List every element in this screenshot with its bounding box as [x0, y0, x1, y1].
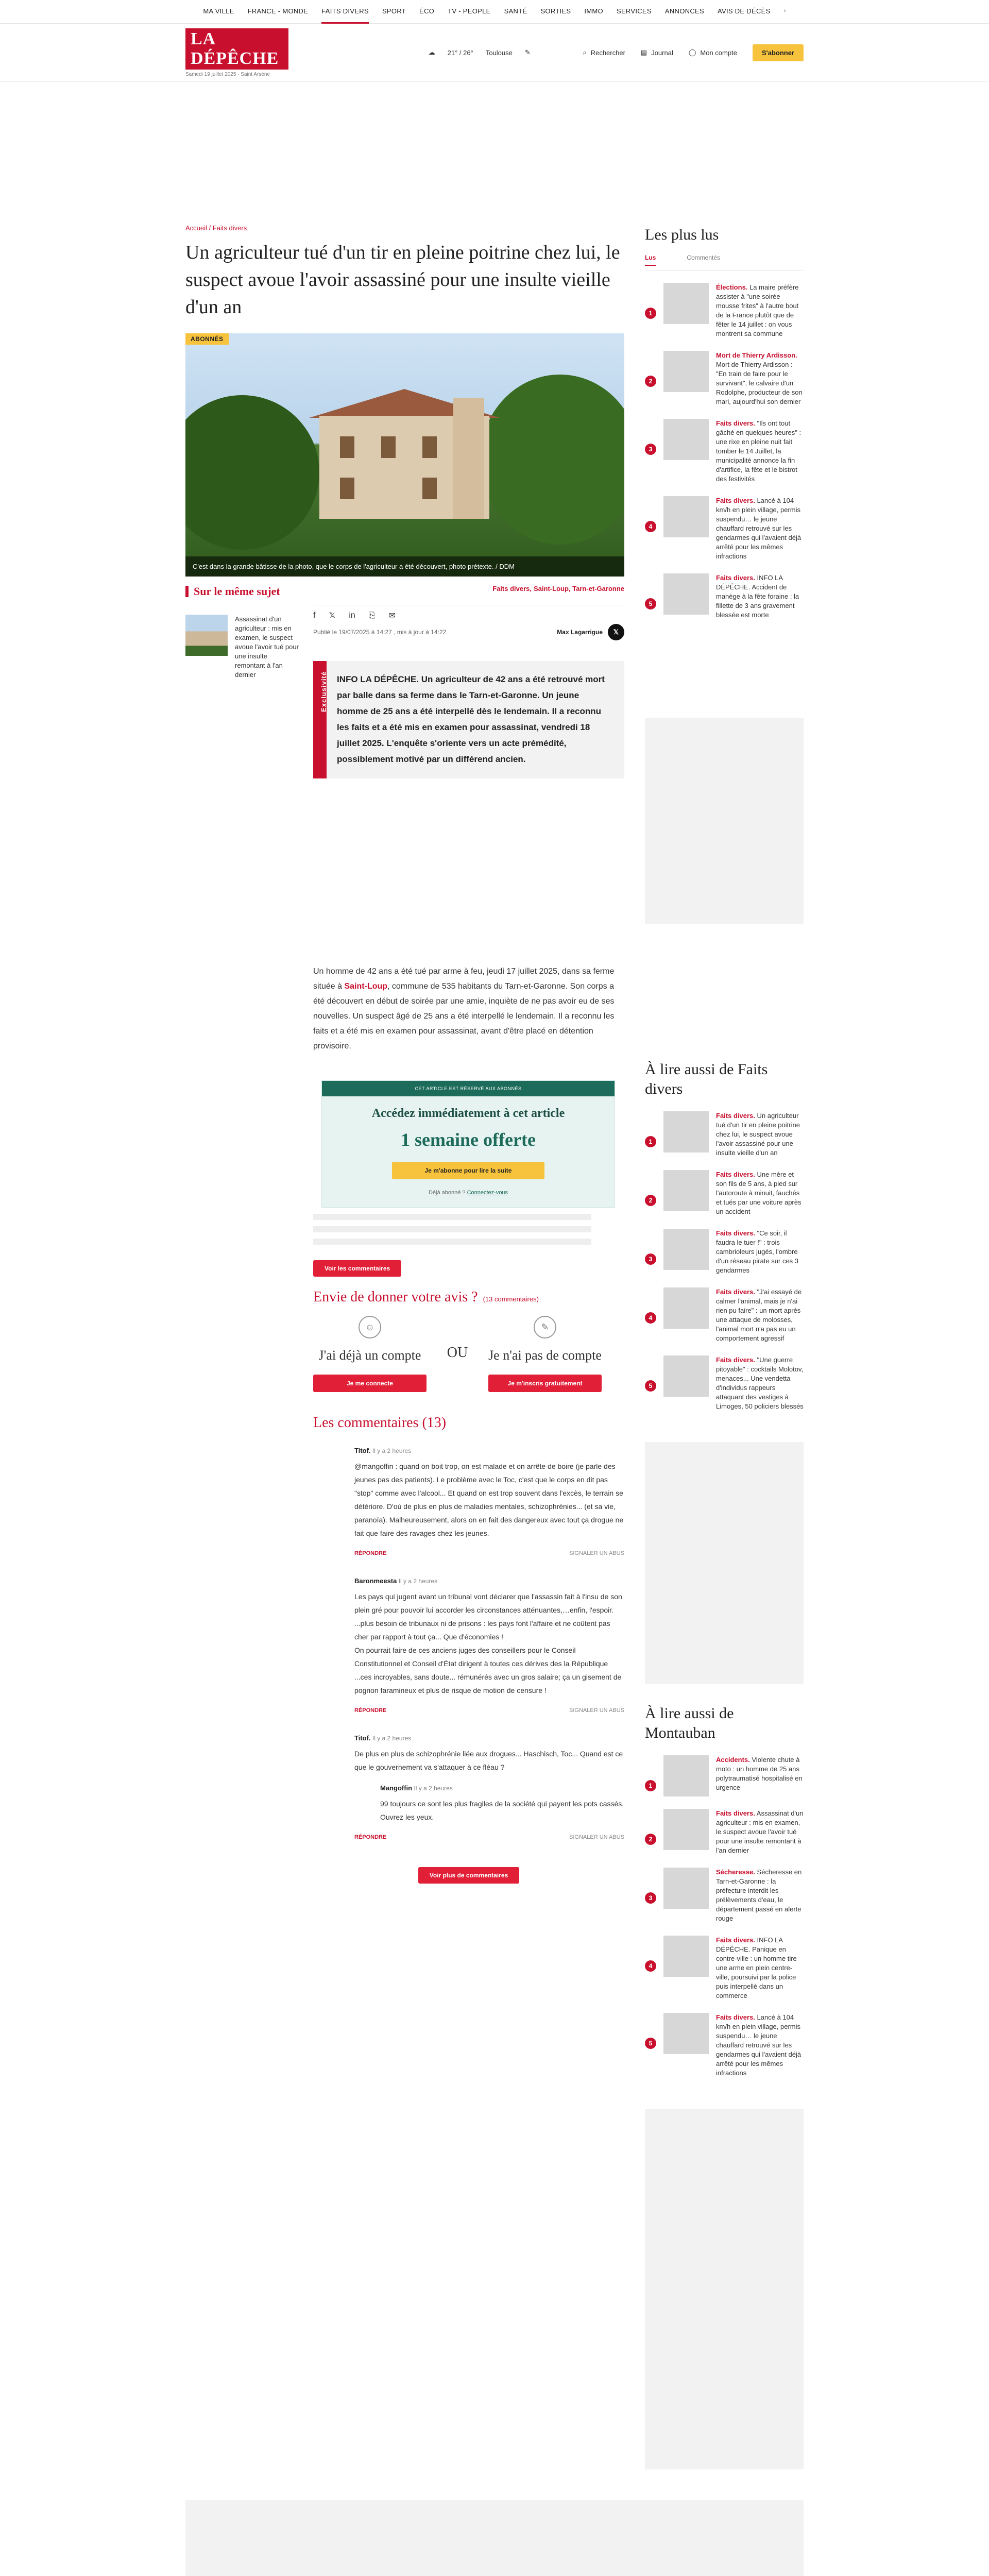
site-header [185, 24, 804, 81]
ranked-article-text [716, 283, 804, 338]
comment [354, 1447, 624, 1556]
ranked-article-text [716, 1868, 804, 1923]
article-lead [313, 661, 624, 778]
comment-header [354, 1734, 624, 1742]
ranked-article-text [716, 1170, 804, 1216]
author-name[interactable]: Max Lagarrigue [557, 629, 603, 636]
breadcrumb[interactable]: Accueil / Faits divers [185, 224, 247, 232]
nav-item-tv-people[interactable]: TV - PEOPLE [448, 7, 491, 15]
article-thumbnail [663, 1229, 709, 1270]
paywall-subscribe-button[interactable]: Je m'abonne pour lire la suite [392, 1162, 544, 1179]
article-thumbnail [663, 1170, 709, 1211]
ranked-category: Faits divers. [716, 1112, 755, 1120]
lead-bold: INFO LA DÉPÊCHE. [337, 674, 419, 684]
reply-body: 99 toujours ce sont les plus fragiles de la société qui payent les pots cassés. Ouvrez les yeux. [380, 1800, 624, 1821]
ranked-title: Mort de Thierry Ardisson : "En train de faire pour le survivant", le calvaire d'un Rodolphe, producteur de son mari, aujourd'hui son dernier [716, 361, 803, 405]
also-read-title: À lire aussi de Faits divers [645, 1061, 768, 1097]
facebook-icon[interactable]: f [313, 611, 316, 620]
more-comments-wrap [313, 1867, 624, 1884]
ranked-title: Sécheresse en Tarn-et-Garonne : la préfecture interdit les prélèvements d'eau, le département passé en alerte rouge [716, 1868, 802, 1922]
ranked-article[interactable] [645, 1755, 804, 1797]
ranked-category: Élections. [716, 283, 748, 291]
ranked-article[interactable] [645, 2013, 804, 2078]
ranked-category: Accidents. [716, 1756, 750, 1764]
ranked-category: Faits divers. [716, 1809, 755, 1817]
account-choice [313, 1316, 602, 1392]
search-icon: ⌕ [583, 48, 587, 56]
ranked-title: "Une guerre pitoyable" : cocktails Molotov, menaces... Une vendetta d'individus rappeurs attaquant des vestiges à Limoges, 50 policiers blessés [716, 1356, 804, 1410]
sidebar-ad-slot [645, 718, 804, 924]
reply-button[interactable]: RÉPONDRE [354, 1550, 387, 1556]
article-text [313, 585, 624, 1884]
top-ad-slot [185, 82, 804, 220]
comment [354, 1734, 624, 1840]
ranked-article-text [716, 1111, 804, 1158]
comment-header [354, 1447, 624, 1454]
weather-widget[interactable] [429, 48, 531, 57]
comment-author: Baronmeesta [354, 1577, 397, 1585]
or-separator: OU [447, 1345, 468, 1361]
report-link[interactable]: SIGNALER UN ABUS [569, 1707, 624, 1714]
article-paragraph [313, 964, 624, 1054]
publish-date: Publié le 19/07/2025 à 14:27 , mis à jour à 14:22 [313, 629, 447, 636]
nav-item--co[interactable]: ÉCO [419, 7, 435, 15]
ranked-article-text [716, 351, 804, 406]
link-icon[interactable]: ⎘ [368, 611, 376, 620]
subscribe-button[interactable]: S'abonner [753, 44, 804, 61]
ranked-title: "J'ai essayé de calmer l'animal, mais je n'ai rien pu faire" : un mort après une attaque de molosses, l'animal mort n'a pas eu un comportement agressif [716, 1288, 802, 1342]
ranked-article[interactable] [645, 496, 804, 561]
ranked-category: Faits divers. [716, 1936, 755, 1944]
ranked-category: Mort de Thierry Ardisson. [716, 351, 797, 359]
edit-icon[interactable]: ✎ [524, 48, 531, 56]
rank-number: 3 [645, 1892, 656, 1904]
ranked-category: Faits divers. [716, 574, 755, 582]
bottom-ad-slot [185, 2500, 804, 2576]
paragraph-text: Un homme de 42 ans a été tué par arme à feu, jeudi 17 juillet 2025, dans sa ferme située à [313, 967, 615, 991]
linkedin-icon[interactable]: in [349, 611, 355, 620]
tab-read[interactable]: Lus [645, 254, 656, 266]
ranked-article[interactable] [645, 351, 804, 406]
ranked-article[interactable] [645, 1111, 804, 1158]
hero-image [185, 333, 624, 577]
nav-item-sant-[interactable]: SANTÉ [504, 7, 527, 15]
rank-number: 3 [645, 444, 656, 455]
ranked-article[interactable] [645, 1170, 804, 1216]
article-thumbnail [663, 283, 709, 324]
nav-item-avis-de-d-c-s[interactable]: AVIS DE DÉCÈS [717, 7, 771, 15]
header-actions [583, 44, 804, 61]
comment-footer [354, 1707, 624, 1714]
comment-reply [380, 1784, 624, 1824]
login-column [313, 1316, 427, 1392]
opinion-title [313, 1289, 624, 1306]
article-thumbnail [663, 1936, 709, 1977]
exclusive-label: Exclusivité [320, 671, 328, 712]
paywall-login [322, 1190, 615, 1196]
article-thumbnail [663, 2013, 709, 2054]
rank-number: 2 [645, 376, 656, 387]
ranked-category: Faits divers. [716, 497, 755, 504]
comment [354, 1577, 624, 1714]
search-label: Rechercher [590, 48, 625, 57]
ranked-title: Violente chute à moto : un homme de 25 ans polytraumatisé hospitalisé en urgence [716, 1756, 803, 1791]
x-icon[interactable]: 𝕏 [329, 612, 336, 620]
montauban-widget [645, 1704, 804, 2469]
weather-city: Toulouse [485, 48, 513, 57]
window-shape [422, 478, 437, 499]
article-categories[interactable] [313, 585, 624, 592]
rank-number: 5 [645, 2038, 656, 2049]
also-read-widget [645, 1060, 804, 1699]
sidebar-ad-slot [645, 1442, 804, 1684]
comment-count: (13 commentaires) [483, 1295, 539, 1303]
ranked-category: Faits divers. [716, 1288, 755, 1296]
tree-shape [185, 395, 319, 550]
article-thumbnail [663, 496, 709, 537]
comment-author: Titof. [354, 1734, 371, 1742]
article-thumbnail [663, 1287, 709, 1329]
rank-number: 4 [645, 1312, 656, 1324]
paywall-title: Accédez immédiatement à cet article [371, 1107, 565, 1120]
x-icon[interactable]: 𝕏 [608, 624, 624, 640]
comment-author: Titof. [354, 1447, 371, 1454]
ranked-title: INFO LA DÉPÊCHE. Accident de manège à la fête foraine : la fillette de 3 ans gravement blessée est morte [716, 574, 799, 619]
ranked-article-text [716, 2013, 804, 2078]
ranked-article-text [716, 1355, 804, 1411]
ranked-article[interactable] [645, 1287, 804, 1343]
sidebar-ad-slot [645, 2109, 804, 2469]
article-column [185, 220, 624, 2469]
nav-item-sport[interactable]: SPORT [382, 7, 406, 15]
signup-column [488, 1316, 602, 1392]
pencil-icon: ✎ [534, 1316, 556, 1338]
nav-item-services[interactable]: SERVICES [616, 7, 652, 15]
opinion-label: Envie de donner votre avis ? [313, 1289, 478, 1305]
same-subject-title [185, 585, 299, 598]
same-subject-box [185, 585, 316, 1884]
paywall-offer: 1 semaine offerte [401, 1129, 536, 1150]
weather-temp: 21° / 26° [447, 48, 473, 57]
nav-item-annonces[interactable]: ANNONCES [664, 7, 704, 15]
ranked-title: Un agriculteur tué d'un tir en pleine poitrine chez lui, le suspect avoue l'avoir assassiné pour une insulte vieille d'un an [716, 1112, 800, 1157]
comments-title: Les commentaires (13) [313, 1415, 447, 1431]
rank-number: 1 [645, 1136, 656, 1147]
comment-time: Il y a 2 heures [372, 1447, 412, 1454]
montauban-title: À lire aussi de Montauban [645, 1705, 734, 1741]
journal-button[interactable] [641, 48, 673, 57]
article-thumbnail [663, 419, 709, 460]
ranked-article[interactable] [645, 1355, 804, 1411]
view-comments-button[interactable]: Voir les commentaires [313, 1260, 401, 1277]
brand-logo[interactable]: LA DÉPÊCHE [185, 28, 288, 70]
ranked-article[interactable] [645, 1809, 804, 1855]
ranked-article[interactable] [645, 1229, 804, 1275]
login-question: Déjà abonné ? [428, 1190, 466, 1196]
ranked-category: Faits divers. [716, 1356, 755, 1364]
category-places[interactable]: Saint-Loup, Tarn-et-Garonne [534, 585, 624, 592]
window-shape [340, 436, 354, 458]
ranked-article-text [716, 419, 804, 484]
rank-number: 3 [645, 1253, 656, 1265]
most-read-tabs [645, 254, 804, 270]
report-link[interactable]: SIGNALER UN ABUS [569, 1834, 624, 1840]
more-comments-button[interactable]: Voir plus de commentaires [418, 1867, 520, 1884]
journal-label: Journal [651, 48, 673, 57]
rank-number: 2 [645, 1195, 656, 1206]
ranked-category: Faits divers. [716, 1171, 755, 1178]
login-heading: J'ai déjà un compte [318, 1348, 421, 1363]
ranked-category: Faits divers. [716, 1229, 755, 1237]
comment-body: @mangoffin : quand on boit trop, on est malade et on arrête de boire (je parle des jeunes pas des patients). Le problème avec le Toc, c'est que le corps en dit pas "stop" comme avec l'alcool... Et quand on est trop souvent dans l'excès, le terrain se détériore. D'où de plus en plus de maladies mentales, schizophrénies... (et sa vie, paranoïa). Malheureusement, alors on en fait des dangereux avec tout ça drogue ne fait que faire des ravages chez les jeunes. [354, 1462, 624, 1537]
comment-time: Il y a 2 heures [372, 1735, 412, 1742]
article-thumbnail [663, 1868, 709, 1909]
nav-item-france-monde[interactable]: FRANCE - MONDE [247, 7, 309, 15]
account-label: Mon compte [700, 48, 737, 57]
ranked-article-text [716, 1287, 804, 1343]
ranked-article[interactable] [645, 1936, 804, 2001]
ranked-article-text [716, 1229, 804, 1275]
signup-heading: Je n'ai pas de compte [488, 1348, 602, 1363]
saint-loup-link[interactable]: Saint-Loup [344, 982, 388, 991]
ranked-title: Lancé à 104 km/h en plein village, permis suspendu… le jeune chauffard retrouvé sur les gendarmes qui l'avaient déjà arrêté pour les mêmes infractions [716, 2013, 802, 2077]
rank-number: 2 [645, 1834, 656, 1845]
article-thumbnail [663, 1111, 709, 1153]
comment-body: Les pays qui jugent avant un tribunal vont déclarer que l'assassin fait à l'insu de son plein gré pour pouvoir lui accorder les circonstances atténuantes,…enfin, l'espoir. ...plus besoin de tribunaux ni de prisons : les pays font l'affaire et ne coûtent pas cher par rapport à tout ça... Que d'économies ! On pourrait faire de ces anciens juges des conseillers pour le Conseil Constitutionnel et Conseil d'État dirigent à toutes ces dérives des la République ...ces incroyables, sans doute... rémunérés avec un gros salaire; ça un gisement de pognon faramineux et plus de risque de motion de censure ! [354, 1592, 622, 1694]
inline-ad-slot [313, 778, 624, 964]
article-body-row [185, 585, 624, 1884]
same-subject-label: Sur le même sujet [194, 585, 280, 598]
nav-next-icon[interactable]: › [783, 8, 786, 14]
subscriber-badge: ABONNÉS [185, 333, 229, 345]
montauban-list [645, 1755, 804, 2078]
ranked-article-text [716, 1755, 804, 1792]
lead-text: Un agriculteur de 42 ans a été retrouvé mort par balle dans sa ferme dans le Tarn-et-Garonne. Un jeune homme de 25 ans a été interpellé dès le lendemain. Il a reconnu les faits et a été mis en examen pour assassinat, vendredi 18 juillet 2025. L'enquête s'oriente vers un acte prémédité, possiblement motivé par un différend ancien. [337, 674, 605, 764]
ranked-title: "Ce soir, il faudra le tuer !" : trois cambrioleurs jugés, l'ombre d'un réseau pirate sur ces 3 gendarmes [716, 1229, 799, 1274]
sidebar [645, 220, 804, 2469]
paywall-header: CET ARTICLE EST RÉSERVÉ AUX ABONNÉS [322, 1081, 615, 1096]
category-label[interactable]: Faits divers, [492, 585, 532, 592]
rank-number: 4 [645, 521, 656, 532]
comment-footer [354, 1834, 624, 1840]
rank-number: 4 [645, 1960, 656, 1972]
rank-number: 1 [645, 308, 656, 319]
image-caption: C'est dans la grande bâtisse de la photo, que le corps de l'agriculteur a été découvert, photo prétexte. / DDM [185, 556, 624, 577]
ranked-title: Assassinat d'un agriculteur : mis en examen, le suspect avoue l'avoir tué pour une insulte remontant à l'an dernier [716, 1809, 804, 1854]
nav-item-sorties[interactable]: SORTIES [540, 7, 571, 15]
paywall-box [321, 1080, 615, 1208]
reply-time: Il y a 2 heures [414, 1785, 453, 1792]
ranked-category: Faits divers. [716, 419, 755, 427]
ranked-title: Une mère et son fils de 5 ans, à pied sur l'autoroute à minuit, fauchés et tués par une voiture après un accident [716, 1171, 802, 1215]
article-meta [313, 624, 624, 640]
title-bar [185, 586, 189, 597]
comment-footer [354, 1550, 624, 1556]
author[interactable] [557, 624, 624, 640]
top-navigation [0, 0, 989, 24]
search-button[interactable] [583, 48, 625, 57]
ranked-category: Faits divers. [716, 2013, 755, 2021]
ranked-category: Sécheresse. [716, 1868, 755, 1876]
article-thumbnail [663, 573, 709, 615]
page-content [185, 220, 804, 2469]
account-button[interactable] [689, 48, 737, 57]
comment-body: De plus en plus de schizophrénie liée aux drogues... Haschisch, Toc... Quand est ce que le gouvernement va s'attaquer à ce fléau ? [354, 1750, 623, 1771]
comments-cta-wrap [313, 1260, 624, 1277]
ranked-article-text [716, 573, 804, 620]
user-icon: ◯ [688, 48, 696, 56]
also-read-list [645, 1111, 804, 1411]
login-link[interactable]: Connectez-vous [467, 1190, 508, 1196]
article-thumbnail [663, 351, 709, 392]
article-thumbnail [663, 1809, 709, 1850]
reply-button[interactable]: RÉPONDRE [354, 1707, 387, 1714]
ranked-title: Lancé à 104 km/h en plein village, permis suspendu… le jeune chauffard retrouvé sur les gendarmes qui l'avaient déjà arrêté pour les mêmes infractions [716, 497, 802, 560]
comment-time: Il y a 2 heures [398, 1578, 438, 1585]
comment-header [354, 1577, 624, 1585]
nav-item-immo[interactable]: IMMO [584, 7, 603, 15]
window-shape [340, 478, 354, 499]
rank-number: 5 [645, 1380, 656, 1392]
most-read-title: Les plus lus [645, 226, 719, 243]
ranked-title: La maire préfère assister à "une soirée mousse frites" à l'autre bout de la France plutôt que de fêter le 14 juillet : on vous montrent sa commune [716, 283, 799, 337]
window-shape [422, 436, 437, 458]
reply-button[interactable]: RÉPONDRE [354, 1834, 387, 1840]
report-link[interactable]: SIGNALER UN ABUS [569, 1550, 624, 1556]
article-thumbnail [663, 1755, 709, 1797]
ranked-title: "Ils ont tout gâché en quelques heures" : une rixe en pleine nuit fait tomber le 14 Juillet, la municipalité annonce la fin d'artifice, la fête et le bistrot des festivités [716, 419, 802, 483]
site-logo[interactable] [185, 28, 288, 77]
nav-item-ma-ville[interactable]: MA VILLE [203, 7, 234, 15]
ranked-title: INFO LA DÉPÊCHE. Panique en contre-ville : un homme tire une arme en plein centre-ville, poursuivi par la police puis interpellé dans un commerce [716, 1936, 797, 1999]
weather-icon: ☁ [428, 48, 435, 56]
same-subject-text: Assassinat d'un agriculteur : mis en examen, le suspect avoue l'avoir tué pour une insulte remontant à l'an dernier [235, 615, 299, 679]
newspaper-icon: ▤ [640, 48, 647, 56]
article-thumbnail [663, 1355, 709, 1397]
header-date: Samedi 19 juillet 2025 · Saint Arsène [185, 71, 270, 77]
nav-item-faits-divers[interactable]: FAITS DIVERS [321, 0, 369, 24]
ranked-article-text [716, 1936, 804, 2001]
reply-header [380, 1784, 624, 1792]
most-read-list [645, 283, 804, 620]
login-button[interactable]: Je me connecte [313, 1375, 427, 1392]
paragraph-text: , commune de 535 habitants du Tarn-et-Garonne. Son corps a été découvert en début de soirée par une amie, inquiète de ne pas avoir eu de ses nouvelles. Un suspect âgé de 25 ans a été interpellé le lendemain. Il a reconnu les faits et a été mis en examen pour assassinat, avant d'être placé en détention provisoire. [313, 982, 615, 1050]
article-title: Un agriculteur tué d'un tir en pleine poitrine chez lui, le suspect avoue l'avoir assassiné pour une insulte vieille d'un an [185, 242, 620, 318]
ranked-article-text [716, 1809, 804, 1855]
rank-number: 5 [645, 598, 656, 609]
rank-number: 1 [645, 1780, 656, 1791]
ranked-article[interactable] [645, 283, 804, 338]
tree-shape [480, 375, 624, 545]
share-bar [313, 605, 624, 621]
ranked-article-text [716, 496, 804, 561]
ranked-article[interactable] [645, 1868, 804, 1923]
ranked-article[interactable] [645, 573, 804, 620]
ranked-article[interactable] [645, 419, 804, 484]
user-icon: ☺ [359, 1316, 381, 1338]
same-subject-item[interactable] [185, 615, 299, 680]
tower-shape [453, 398, 484, 519]
window-shape [381, 436, 396, 458]
tab-commented[interactable]: Commentés [687, 254, 721, 261]
placeholder-lines [313, 1214, 624, 1245]
reply-author: Mangoffin [380, 1784, 413, 1792]
same-subject-thumbnail [185, 615, 228, 656]
mail-icon[interactable]: ✉ [388, 612, 396, 620]
signup-button[interactable]: Je m'inscris gratuitement [488, 1375, 602, 1392]
most-read-widget [645, 225, 804, 1055]
